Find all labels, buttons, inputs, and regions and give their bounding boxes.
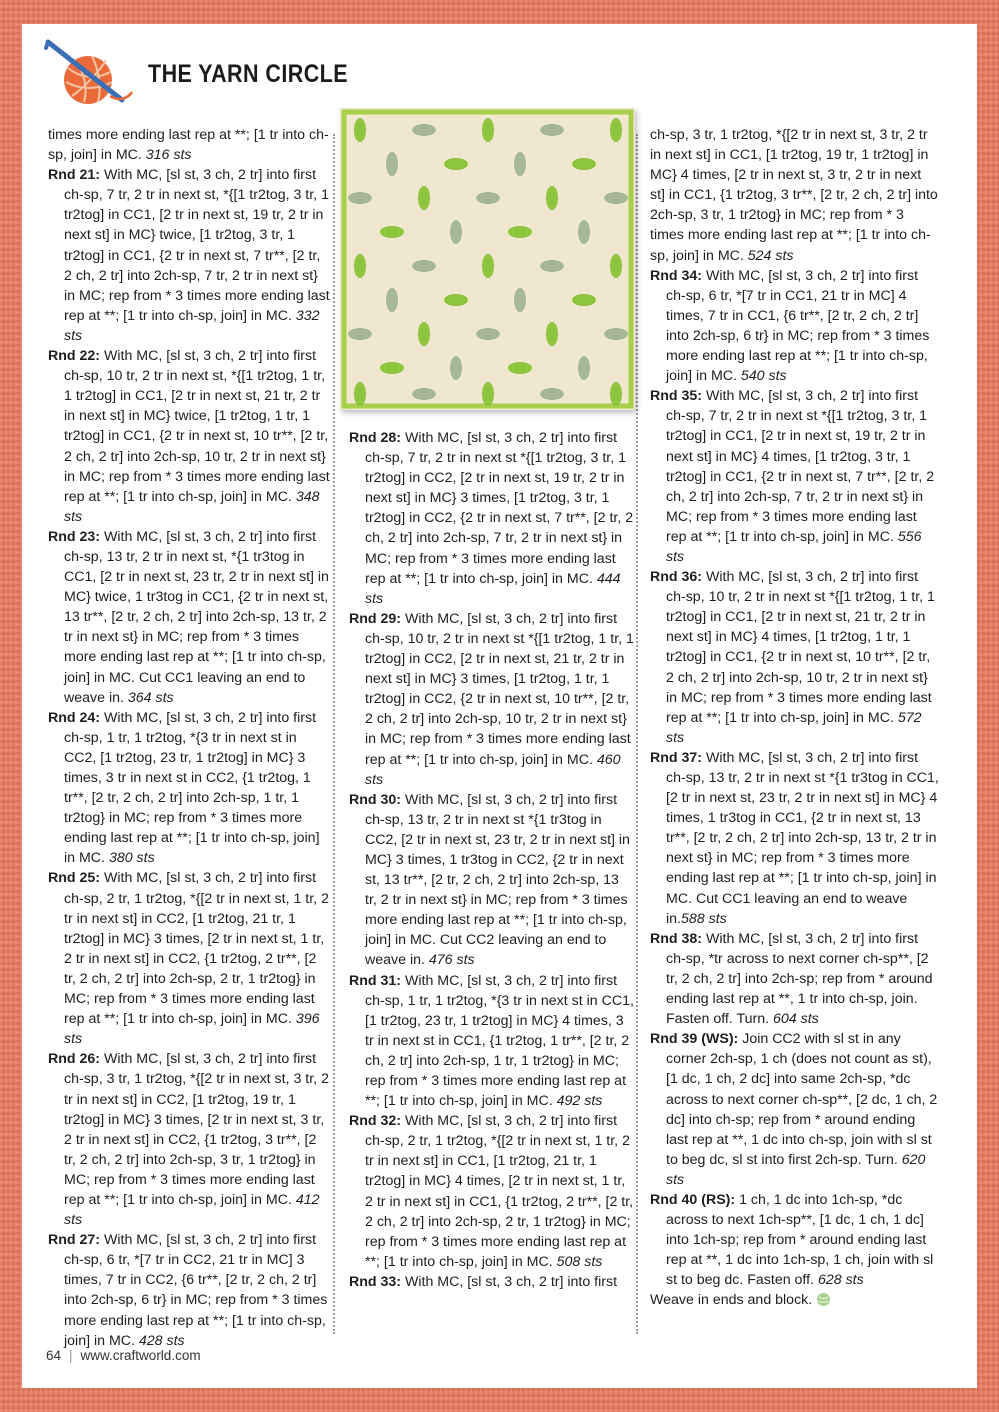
- round-label: Rnd 36:: [650, 569, 703, 586]
- leaf-motif: [572, 294, 596, 306]
- leaf-motif: [380, 226, 404, 238]
- leaf-motif: [546, 186, 558, 210]
- round-label: Rnd 21:: [48, 167, 101, 184]
- instruction-text: With MC, [sl st, 3 ch, 2 tr] into first ch-sp, 1 tr, 1 tr2tog, *{3 tr in next st in CC2, [1 tr2tog, 23 tr, 1 tr2tog] in MC} 3 times, 3 tr in next st in CC2, {1 tr2tog, 1 tr**, [2 tr, 2 ch, 2 tr] into 2ch-sp, 1 tr, 1 tr2tog} in MC; rep from * 3 times more ending last rep at **; [1 tr into ch-sp, join] in MC.: [64, 709, 320, 867]
- instruction-row: [48, 1049, 330, 1230]
- instruction-row: [48, 1230, 330, 1351]
- instruction-row: [650, 1190, 940, 1290]
- leaf-motif: [514, 288, 526, 312]
- round-label: Rnd 27:: [48, 1232, 101, 1249]
- leaf-motif: [508, 362, 532, 374]
- page: [22, 24, 977, 1388]
- instruction-text: With MC, [sl st, 3 ch, 2 tr] into first ch-sp, 2 tr, 1 tr2tog, *{[2 tr in next st, 1 tr, 2 tr in next st] in CC1, [1 tr2tog, 21 tr, 1 tr2tog] in MC} 4 times, [2 tr in next st, 1 tr, 2 tr in next st] in CC1, {1 tr2tog, 2 tr**, [2 tr, 2 ch, 2 tr] into 2ch-sp, 2 tr, 1 tr2tog} in MC; rep from * 3 times more ending last rep at **; [1 tr into ch-sp, join] in MC.: [365, 1113, 634, 1270]
- round-label: Rnd 23:: [48, 528, 101, 545]
- stitch-count: 572 sts: [666, 709, 922, 746]
- stitch-count: 444 sts: [365, 570, 621, 607]
- brand-title: THE YARN CIRCLE: [148, 60, 348, 88]
- leaf-motif: [380, 362, 404, 374]
- leaf-motif: [476, 192, 500, 204]
- instruction-row: [650, 567, 940, 748]
- instruction-text: With MC, [sl st, 3 ch, 2 tr] into first ch-sp, 10 tr, 2 tr in next st, *{[1 tr2tog, 1 tr, 1 tr2tog] in CC1, [2 tr in next st, 21 tr, 2 tr in next st] in MC} twice, [1 tr2tog, 1 tr, 1 tr2tog] in CC1, {2 tr in next st, 10 tr**, [2 tr, 2 ch, 2 tr] into 2ch-sp, 10 tr, 2 tr in next st} in MC; rep from * 3 times more ending last rep at **; [1 tr into ch-sp, join] in MC.: [64, 348, 330, 505]
- leaf-motif: [412, 388, 436, 400]
- stitch-count: 508 sts: [556, 1253, 603, 1270]
- round-label: Rnd 35:: [650, 388, 703, 405]
- round-label: Rnd 34:: [650, 267, 703, 284]
- leaf-motif: [604, 192, 628, 204]
- column-divider: [333, 134, 335, 1334]
- leaf-motif: [412, 124, 436, 136]
- leaf-motif: [444, 294, 468, 306]
- leaf-motif: [610, 254, 622, 278]
- round-label: Rnd 25:: [48, 870, 101, 887]
- leaf-motif: [610, 118, 622, 142]
- leaf-motif: [476, 328, 500, 340]
- leaf-motif: [482, 254, 494, 278]
- leaf-motif: [540, 260, 564, 272]
- instruction-row: [48, 708, 330, 869]
- leaf-motif: [386, 152, 398, 176]
- column-2: [349, 428, 634, 1292]
- instruction-text: With MC, [sl st, 3 ch, 2 tr] into first ch-sp, 6 tr, *[7 tr in CC1, 21 tr in MC] 4 times, 7 tr in CC1, {6 tr**, [2 tr, 2 ch, 2 tr] into 2ch-sp, 6 tr} in MC; rep from * 3 times more ending last rep at **; [1 tr into ch-sp, join] in MC.: [666, 267, 930, 385]
- instruction-row: [349, 609, 634, 790]
- leaf-motif: [354, 382, 366, 406]
- instruction-row: [349, 1272, 634, 1292]
- leaf-motif: [572, 158, 596, 170]
- instruction-text: With MC, [sl st, 3 ch, 2 tr] into first ch-sp, 13 tr, 2 tr in next st, *{1 tr3tog in CC1, [2 tr in next st, 23 tr, 2 tr in next st] in MC} twice, 1 tr3tog in CC1, {2 tr in next st, 13 tr**, [2 tr, 2 ch, 2 tr] into 2ch-sp, 13 tr, 2 tr in next st} in MC; rep from * 3 times more ending last rep at **; [1 tr into ch-sp, join] in MC. Cut CC1 leaving an end to weave in.: [64, 528, 329, 706]
- leaf-motif: [604, 328, 628, 340]
- website-link[interactable]: www.craftworld.com: [80, 1348, 201, 1363]
- leaf-motif: [578, 356, 590, 380]
- stitch-count: 588 sts: [680, 910, 727, 927]
- round-label: Rnd 37:: [650, 749, 703, 766]
- leaf-motif: [514, 152, 526, 176]
- stitch-count: 396 sts: [64, 1011, 320, 1048]
- leaf-motif: [540, 388, 564, 400]
- instruction-row: [48, 125, 330, 165]
- page-number: 64: [46, 1348, 62, 1363]
- leaf-motif: [610, 382, 622, 406]
- leaf-motif: [450, 220, 462, 244]
- round-label: Rnd 22:: [48, 348, 101, 365]
- instruction-row: [48, 346, 330, 527]
- stitch-count: 380 sts: [108, 850, 155, 867]
- leaf-motif: [418, 186, 430, 210]
- instruction-row: [48, 527, 330, 708]
- instruction-row: [349, 428, 634, 609]
- instruction-text: times more ending last rep at **; [1 tr into ch-sp, join] in MC.: [48, 127, 329, 164]
- stitch-count: 460 sts: [365, 751, 621, 788]
- stitch-count: 604 sts: [773, 1011, 819, 1028]
- stitch-count: 412 sts: [64, 1191, 320, 1229]
- instruction-text: With MC, [sl st, 3 ch, 2 tr] into first ch-sp, 10 tr, 2 tr in next st *{[1 tr2tog, 1 tr, 1 tr2tog] in CC1, [2 tr in next st, 21 tr, 2 tr in next st] in MC} 4 times, [1 tr2tog, 1 tr, 1 tr2tog] in CC1, {2 tr in next st, 10 tr**, [2 tr, 2 ch, 2 tr] into 2ch-sp, 10 tr, 2 tr in next st} in MC; rep from * 3 times more ending last rep at **; [1 tr into ch-sp, join] in MC.: [666, 569, 935, 726]
- stitch-count: 316 sts: [145, 147, 192, 164]
- round-label: Rnd 32:: [349, 1113, 402, 1130]
- instruction-text: Join CC2 with sl st in any corner 2ch-sp, 1 ch (does not count as st), [1 dc, 1 ch, 2 dc] into same 2ch-sp, *dc across to next corner ch-sp**, [2 dc, 1 ch, 2 dc] into ch-sp; rep from * around ending last rep at **, 1 dc into ch-sp, join with sl st to beg dc, sl st into first 2ch-sp. Turn.: [666, 1031, 938, 1168]
- instruction-text: ch-sp, 3 tr, 1 tr2tog, *{[2 tr in next st, 3 tr, 2 tr in next st] in CC1, [1 tr2tog, 19 tr, 1 tr2tog] in MC} 4 times, [2 tr in next st, 3 tr, 2 tr in next st] in CC1, {1 tr2tog, 3 tr**, [2 tr, 2 ch, 2 tr] into 2ch-sp, 3 tr, 1 tr2tog} in MC; rep from * 3 times more ending last rep at **; [1 tr into ch-sp, join] in MC.: [650, 127, 938, 264]
- leaf-motif: [508, 226, 532, 238]
- instruction-text: With MC, [sl st, 3 ch, 2 tr] into first ch-sp, 2 tr, 1 tr2tog, *{[2 tr in next st, 1 tr, 2 tr in next st] in CC2, [1 tr2tog, 21 tr, 1 tr2tog] in MC} 3 times, [2 tr in next st, 1 tr, 2 tr in next st] in CC2, {1 tr2tog, 2 tr**, [2 tr, 2 ch, 2 tr] into 2ch-sp, 2 tr, 1 tr2tog} in MC; rep from * 3 times more ending last rep at **; [1 tr into ch-sp, join] in MC.: [64, 870, 329, 1028]
- instruction-row: [349, 1111, 634, 1272]
- leaf-motif: [482, 118, 494, 142]
- stitch-count: 628 sts: [817, 1272, 864, 1289]
- column-1: [48, 125, 330, 1351]
- round-label: Rnd 38:: [650, 930, 703, 947]
- stitch-count: 540 sts: [740, 368, 787, 385]
- leaf-motif: [354, 254, 366, 278]
- leaf-motif: [418, 322, 430, 346]
- instruction-text: With MC, [sl st, 3 ch, 2 tr] into first ch-sp, 6 tr, *[7 tr in CC2, 21 tr in MC] 3 times, 7 tr in CC2, {6 tr**, [2 tr, 2 ch, 2 tr] into 2ch-sp, 6 tr} in MC; rep from * 3 times more ending last rep at **; [1 tr into ch-sp, join] in MC.: [64, 1232, 328, 1349]
- instruction-text: With MC, [sl st, 3 ch, 2 tr] into first ch-sp, 13 tr, 2 tr in next st *{1 tr3tog in CC1, [2 tr in next st, 23 tr, 2 tr in next st] in MC} 4 times, 1 tr3tog in CC1, {2 tr in next st, 13 tr**, [2 tr, 2 ch, 2 tr] into 2ch-sp, 13 tr, 2 tr in next st} in MC; rep from * 3 times more ending last rep at **; [1 tr into ch-sp, join] in MC. Cut CC1 leaving an end to weave in.: [666, 749, 939, 927]
- stitch-count: 364 sts: [127, 689, 174, 706]
- column-divider: [636, 134, 638, 1334]
- instruction-text: With MC, [sl st, 3 ch, 2 tr] into first ch-sp, 1 tr, 1 tr2tog, *{3 tr in next st in CC1, [1 tr2tog, 23 tr, 1 tr2tog] in MC} 4 times, 3 tr in next st in CC1, {1 tr2tog, 1 tr**, [2 tr, 2 ch, 2 tr] into 2ch-sp, 1 tr, 1 tr2tog} in MC; rep from * 3 times more ending last rep at **; [1 tr into ch-sp, join] in MC.: [365, 972, 634, 1110]
- stitch-count: 332 sts: [64, 307, 320, 344]
- stitch-count: 476 sts: [428, 952, 475, 969]
- instruction-text: 1 ch, 1 dc into 1ch-sp, *dc across to next 1ch-sp**, [1 dc, 1 ch, 1 dc] into 1ch-sp; rep from * around ending last rep at **, 1 dc into 1ch-sp, 1 ch, join with sl st to beg dc. Fasten off.: [666, 1191, 934, 1289]
- instruction-row: [650, 1029, 940, 1190]
- instruction-text: With MC, [sl st, 3 ch, 2 tr] into first ch-sp, 10 tr, 2 tr in next st *{[1 tr2tog, 1 tr, 1 tr2tog] in CC2, [2 tr in next st, 21 tr, 2 tr in next st] in MC} 3 times, [1 tr2tog, 1 tr, 1 tr2tog] in CC2, {2 tr in next st, 10 tr**, [2 tr, 2 ch, 2 tr] into 2ch-sp, 10 tr, 2 tr in next st} in MC; rep from * 3 times more ending last rep at **; [1 tr into ch-sp, join] in MC.: [365, 610, 634, 768]
- round-label: Rnd 31:: [349, 972, 402, 989]
- final-note-text: Weave in ends and block.: [650, 1292, 813, 1309]
- blanket-photo: [340, 108, 635, 410]
- stitch-count: 524 sts: [747, 247, 794, 264]
- round-label: Rnd 29:: [349, 610, 402, 627]
- leaf-motif: [540, 124, 564, 136]
- yarn-end-icon: [816, 1292, 831, 1307]
- instruction-text: With MC, [sl st, 3 ch, 2 tr] into first ch-sp, 13 tr, 2 tr in next st *{1 tr3tog in CC2, [2 tr in next st, 23 tr, 2 tr in next st] in MC} 3 times, 1 tr3tog in CC2, {2 tr in next st, 13 tr**, [2 tr, 2 ch, 2 tr] into 2ch-sp, 13 tr, 2 tr in next st} in MC; rep from * 3 times more ending last rep at **; [1 tr into ch-sp, join] in MC. Cut CC2 leaving an end to weave in.: [365, 791, 630, 969]
- column-3: [650, 125, 940, 1311]
- leaf-motif: [348, 192, 372, 204]
- instruction-row: [650, 386, 940, 567]
- leaf-motif: [578, 220, 590, 244]
- stitch-count: 556 sts: [666, 528, 922, 565]
- footer: 64 | www.craftworld.com: [46, 1348, 201, 1363]
- instruction-row: [349, 971, 634, 1112]
- round-label: Rnd 24:: [48, 709, 101, 726]
- leaf-motif: [412, 260, 436, 272]
- stitch-count: 428 sts: [138, 1332, 185, 1349]
- stitch-count: 348 sts: [64, 488, 320, 525]
- round-label: Rnd 28:: [349, 430, 402, 446]
- instruction-text: With MC, [sl st, 3 ch, 2 tr] into first ch-sp, 7 tr, 2 tr in next st *{[1 tr2tog, 3 tr, 1 tr2tog] in CC1, [2 tr in next st, 19 tr, 2 tr in next st] in MC} 4 times, [1 tr2tog, 3 tr, 1 tr2tog] in CC1, {2 tr in next st, 7 tr**, [2 tr, 2 ch, 2 tr] into 2ch-sp, 7 tr, 2 tr in next st} in MC; rep from * 3 times more ending last rep at **; [1 tr into ch-sp, join] in MC.: [666, 388, 935, 545]
- instruction-text: With MC, [sl st, 3 ch, 2 tr] into first: [401, 1273, 618, 1290]
- stitch-count: 620 sts: [666, 1151, 926, 1188]
- leaf-motif: [450, 356, 462, 380]
- leaf-motif: [348, 328, 372, 340]
- instruction-text: With MC, [sl st, 3 ch, 2 tr] into first ch-sp, 3 tr, 1 tr2tog, *{[2 tr in next st, 3 tr, 2 tr in next st] in CC2, [1 tr2tog, 19 tr, 1 tr2tog] in MC} 3 times, [2 tr in next st, 3 tr, 2 tr in next st] in CC2, {1 tr2tog, 3 tr**, [2 tr, 2 ch, 2 tr] into 2ch-sp, 3 tr, 1 tr2tog} in MC; rep from * 3 times more ending last rep at **; [1 tr into ch-sp, join] in MC.: [64, 1051, 329, 1208]
- stitch-count: 492 sts: [556, 1093, 603, 1110]
- instruction-row: [650, 125, 940, 266]
- round-label: Rnd 40 (RS):: [650, 1191, 736, 1208]
- instruction-row: [650, 748, 940, 929]
- header: [44, 38, 444, 108]
- leaf-motif: [546, 322, 558, 346]
- instruction-row: [650, 266, 940, 387]
- instruction-text: With MC, [sl st, 3 ch, 2 tr] into first ch-sp, 7 tr, 2 tr in next st, *{[1 tr2tog, 3 tr, 1 tr2tog] in CC1, [2 tr in next st, 19 tr, 2 tr in next st] in MC} twice, [1 tr2tog, 3 tr, 1 tr2tog] in CC1, {2 tr in next st, 7 tr**, [2 tr, 2 ch, 2 tr] into 2ch-sp, 7 tr, 2 tr in next st} in MC; rep from * 3 times more ending last rep at **; [1 tr into ch-sp, join] in MC.: [64, 167, 330, 324]
- round-label: Rnd 26:: [48, 1051, 101, 1068]
- round-label: Rnd 39 (WS):: [650, 1031, 739, 1048]
- instruction-text: With MC, [sl st, 3 ch, 2 tr] into first ch-sp, *tr across to next corner ch-sp**, [2 tr, 2 ch, 2 tr] into 2ch-sp; rep from * around ending last rep at **, 1 tr into ch-sp, join. Fasten off. Turn.: [666, 930, 933, 1028]
- leaf-motif: [444, 158, 468, 170]
- leaf-motif: [386, 288, 398, 312]
- leaf-motif: [354, 118, 366, 142]
- yarn-ball-icon: [44, 38, 134, 108]
- instruction-text: With MC, [sl st, 3 ch, 2 tr] into first ch-sp, 7 tr, 2 tr in next st *{[1 tr2tog, 3 tr, 1 tr2tog] in CC2, [2 tr in next st, 19 tr, 2 tr in next st] in MC} 3 times, [1 tr2tog, 3 tr, 1 tr2tog] in CC2, {2 tr in next st, 7 tr**, [2 tr, 2 ch, 2 tr] into 2ch-sp, 7 tr, 2 tr in next st} in MC; rep from * 3 times more ending last rep at **; [1 tr into ch-sp, join] in MC.: [365, 430, 634, 587]
- final-note: [650, 1290, 940, 1310]
- instruction-row: [650, 929, 940, 1029]
- round-label: Rnd 30:: [349, 791, 402, 808]
- round-label: Rnd 33:: [349, 1273, 402, 1290]
- instruction-row: [48, 868, 330, 1049]
- leaf-motif: [482, 382, 494, 406]
- instruction-row: [349, 790, 634, 971]
- instruction-row: [48, 165, 330, 346]
